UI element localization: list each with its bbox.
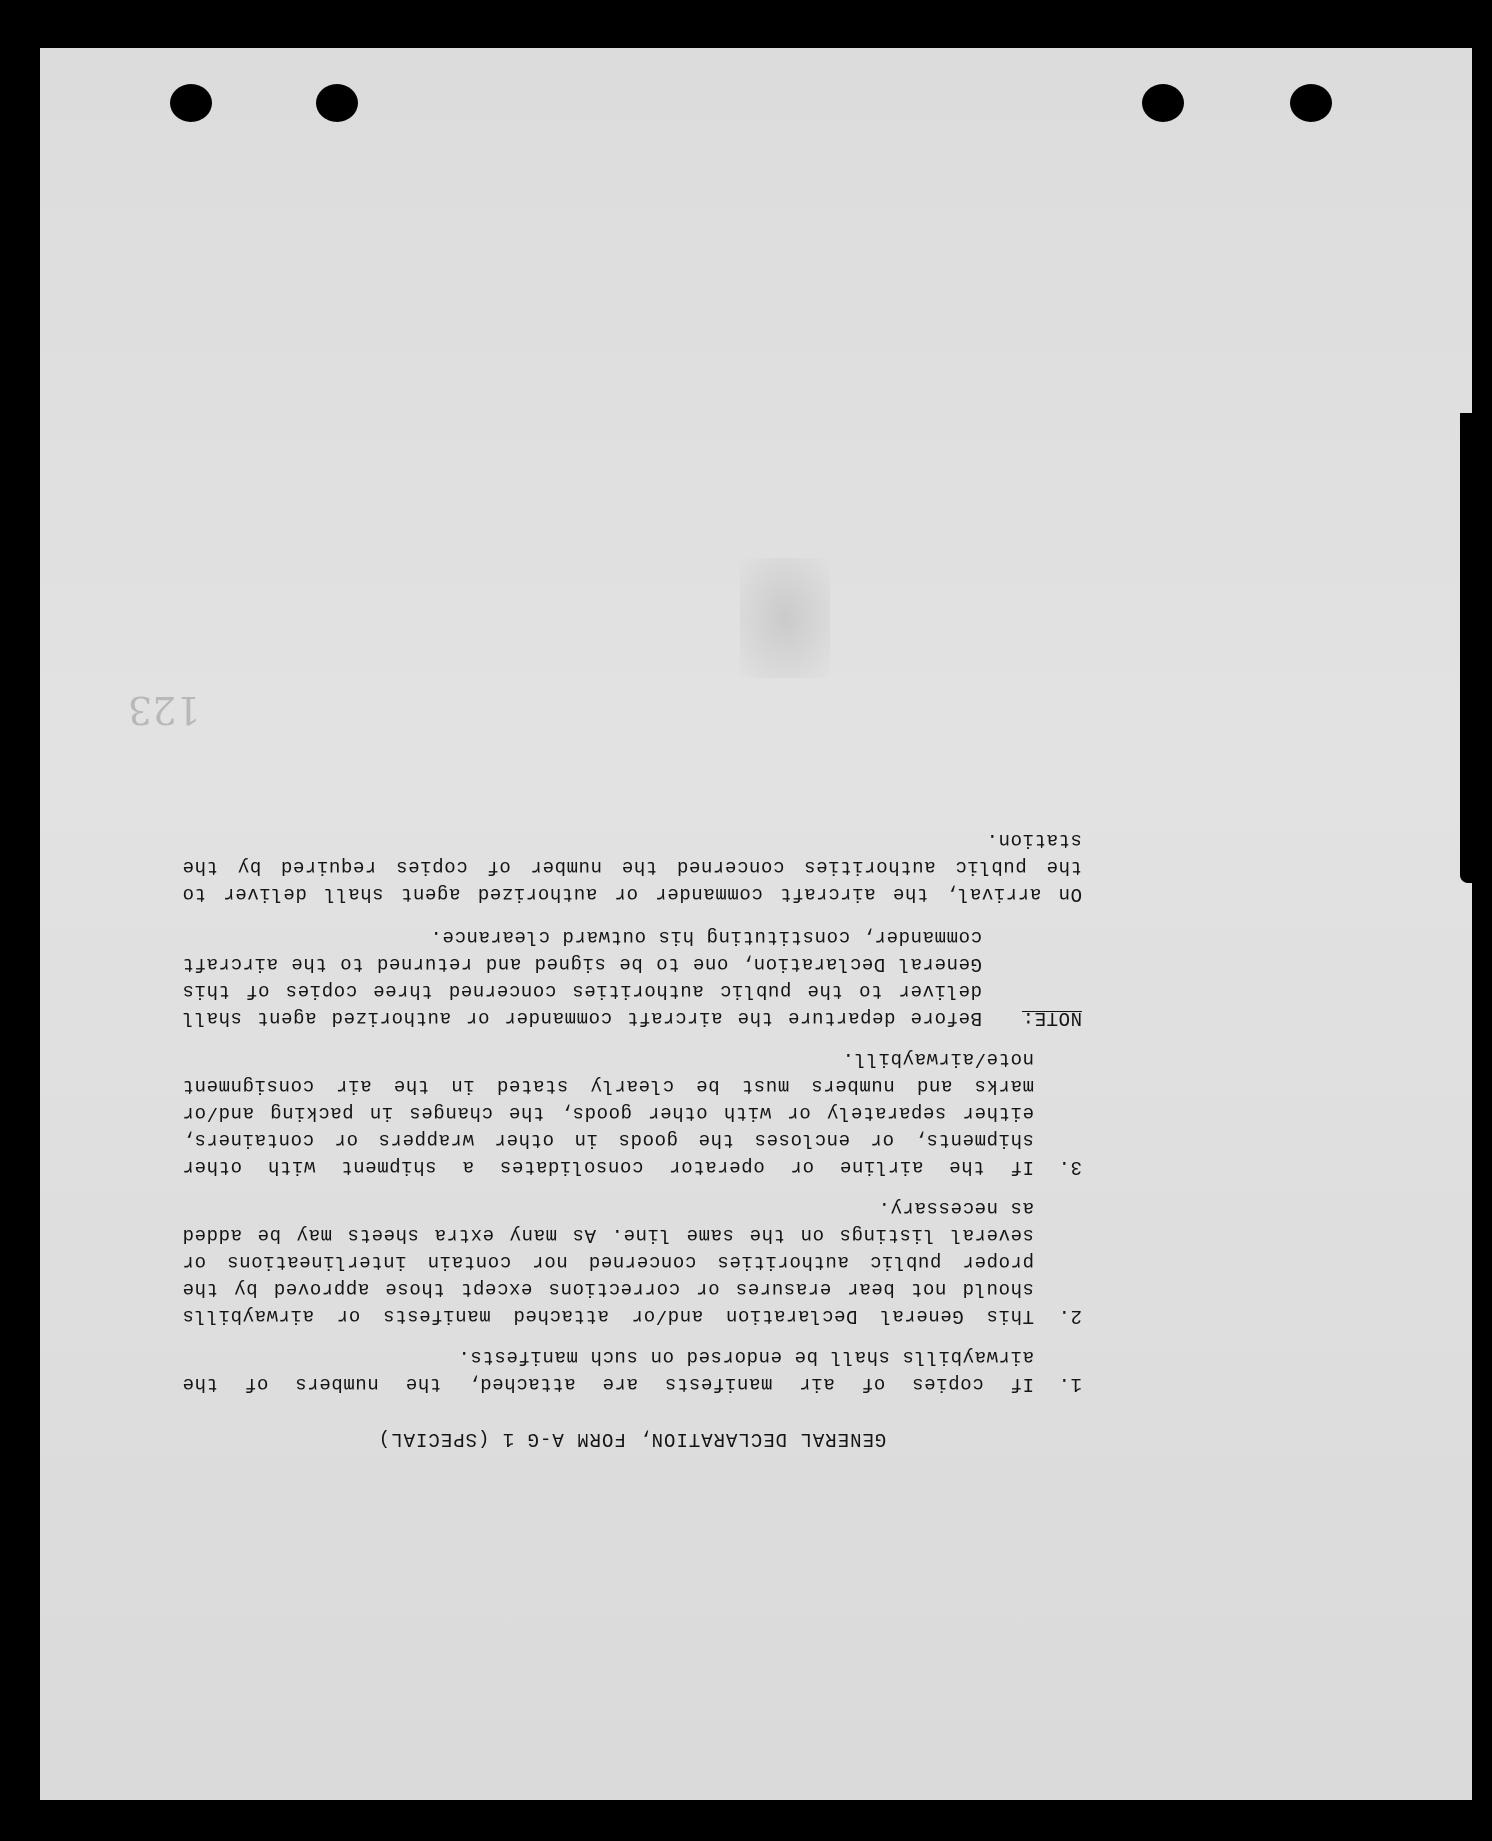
rotated-content [40,48,1472,1800]
document-page [40,48,1472,1800]
declaration-text-block [182,826,1082,1452]
item-text: If copies of air manifests are attached, the numbers of the airwaybills shall be endorsed on such manifests. [182,1346,1034,1395]
item-text: This General Declaration and/or attached manifests or airwaybills should not bear erasures or corrections except those approved by the proper public authorities concerned nor contain interlineations or several listings on the same line. As many extra sheets may be added as necessary. [182,1197,1034,1327]
document-title: GENERAL DECLARATION, FORM A-G 1 (SPECIAL) [377,1428,887,1450]
item-number: 3. [1057,1156,1082,1178]
item-number: 2. [1057,1305,1082,1327]
instruction-item-2 [182,1194,1082,1329]
instruction-item-1 [182,1343,1082,1397]
note-text: Before departure the aircraft commander or authorized agent shall deliver to the public authorities concerned three copies of this General Declaration, one to be signed and returned to the aircraft commander, constituting his outward clearance. [182,926,982,1029]
item-number: 1. [1057,1373,1082,1395]
instruction-item-3 [182,1045,1082,1180]
arrival-instructions: On arrival, the aircraft commander or authorized agent shall deliver to the public authorities concerned the number of copies required by the station. [182,829,1082,905]
margin-mark: 123 [128,688,201,732]
note-label: NOTE: [1021,1007,1082,1029]
note-section [182,923,1082,1031]
item-text: If the airline or operator consolidates a shipment with other shipments, or encloses the goods in other wrappers or containers, either separately or with other goods, the changes in packing and/or marks and numbers must be clearly stated in the air consignment note/airwaybill. [182,1048,1034,1178]
